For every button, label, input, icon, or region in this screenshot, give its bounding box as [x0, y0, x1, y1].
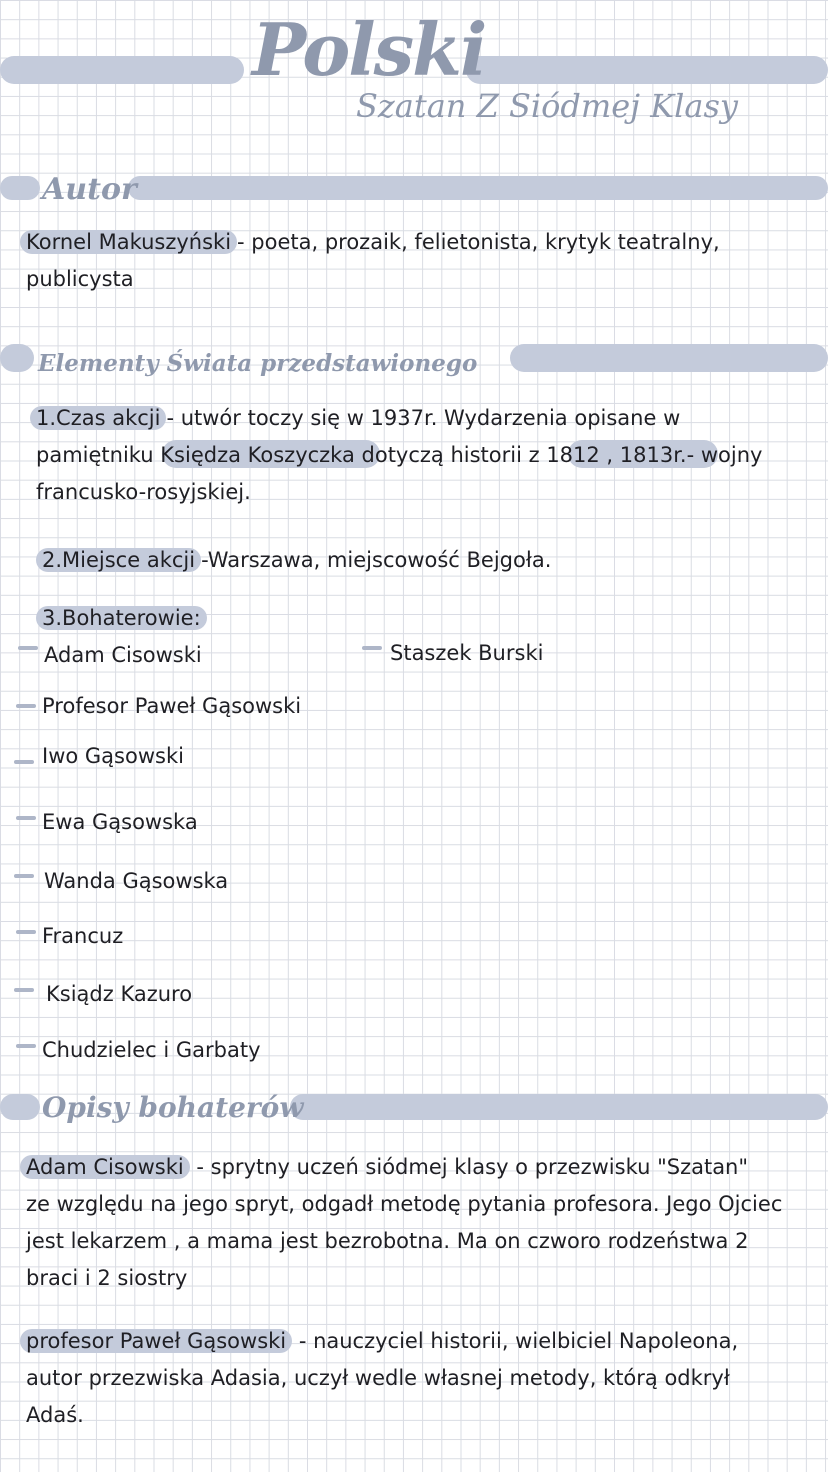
miejsce-text: -Warszawa, miejscowość Bejgoła.: [201, 548, 552, 572]
adam-line-1: [26, 1149, 748, 1186]
autor-heading: Autor: [42, 172, 137, 207]
bullet-dash: [14, 760, 34, 764]
bohaterowie-line: [42, 600, 207, 637]
page-title: Polski: [252, 7, 486, 92]
bullet-dash: [14, 988, 34, 992]
list-item: Ksiądz Kazuro: [46, 982, 193, 1006]
czas-line-2: pamiętniku Księdza Koszyczka dotyczą historii z 1812 , 1813r.- wojny: [36, 443, 763, 467]
list-item: Iwo Gąsowski: [42, 744, 184, 768]
list-item: Chudzielec i Garbaty: [42, 1038, 261, 1062]
opisy-heading: Opisy bohaterów: [42, 1091, 304, 1124]
opisy-heading-bar-right: [290, 1094, 828, 1120]
czas-text: - utwór toczy się w 1937r. Wydarzenia opisane w: [166, 406, 681, 430]
elementy-heading-bar-left: [0, 344, 34, 372]
bullet-dash: [18, 646, 38, 650]
list-item: Profesor Paweł Gąsowski: [42, 694, 302, 718]
bullet-dash: [16, 704, 36, 708]
title-bar-right: [466, 56, 828, 84]
autor-heading-bar-left: [0, 176, 40, 200]
adam-line-4: braci i 2 siostry: [26, 1266, 188, 1290]
elementy-heading-bar-right: [510, 344, 828, 372]
adam-line-3: jest lekarzem , a mama jest bezrobotna. Ma on czworo rodzeństwa 2: [26, 1229, 749, 1253]
elementy-heading: Elementy Świata przedstawionego: [38, 350, 478, 377]
autor-heading-bar-right: [128, 176, 828, 200]
profesor-text: - nauczyciel historii, wielbiciel Napoleona,: [292, 1329, 739, 1353]
czas-label-highlight: 1.Czas akcji: [30, 406, 166, 430]
adam-name-highlight: Adam Cisowski: [20, 1155, 190, 1179]
bullet-dash: [16, 816, 36, 820]
list-item: Wanda Gąsowska: [44, 869, 229, 893]
autor-name-highlight: Kornel Makuszyński: [20, 230, 237, 254]
autor-description: - poeta, prozaik, felietonista, krytyk teatralny,: [237, 230, 720, 254]
miejsce-line: [42, 542, 551, 579]
czas-line-1: [36, 400, 680, 437]
miejsce-label-highlight: 2.Miejsce akcji: [36, 548, 201, 572]
bullet-dash: [14, 874, 34, 878]
profesor-name-highlight: profesor Paweł Gąsowski: [20, 1329, 292, 1353]
opisy-heading-bar-left: [0, 1094, 40, 1120]
profesor-line-2: autor przezwiska Adasia, uczył wedle własnej metody, którą odkrył: [26, 1366, 730, 1390]
list-item: Francuz: [42, 924, 124, 948]
bullet-dash: [362, 646, 382, 650]
czas-line-3: francusko-rosyjskiej.: [36, 480, 251, 504]
page-subtitle: Szatan Z Siódmej Klasy: [356, 87, 738, 125]
bullet-dash: [16, 1044, 36, 1048]
list-item: Staszek Burski: [390, 641, 544, 665]
list-item: Adam Cisowski: [44, 643, 202, 667]
bohaterowie-label-highlight: 3.Bohaterowie:: [36, 606, 207, 630]
profesor-line-3: Adaś.: [26, 1403, 84, 1427]
profesor-line-1: [26, 1323, 738, 1360]
adam-text: - sprytny uczeń siódmej klasy o przezwisku "Szatan": [189, 1155, 749, 1179]
list-item: Ewa Gąsowska: [42, 810, 198, 834]
adam-line-2: ze względu na jego spryt, odgadł metodę pytania profesora. Jego Ojciec: [26, 1192, 783, 1216]
title-bar-left: [0, 56, 244, 84]
bullet-dash: [16, 930, 36, 934]
autor-line-1: [26, 224, 720, 261]
autor-line-2: publicysta: [26, 267, 134, 291]
